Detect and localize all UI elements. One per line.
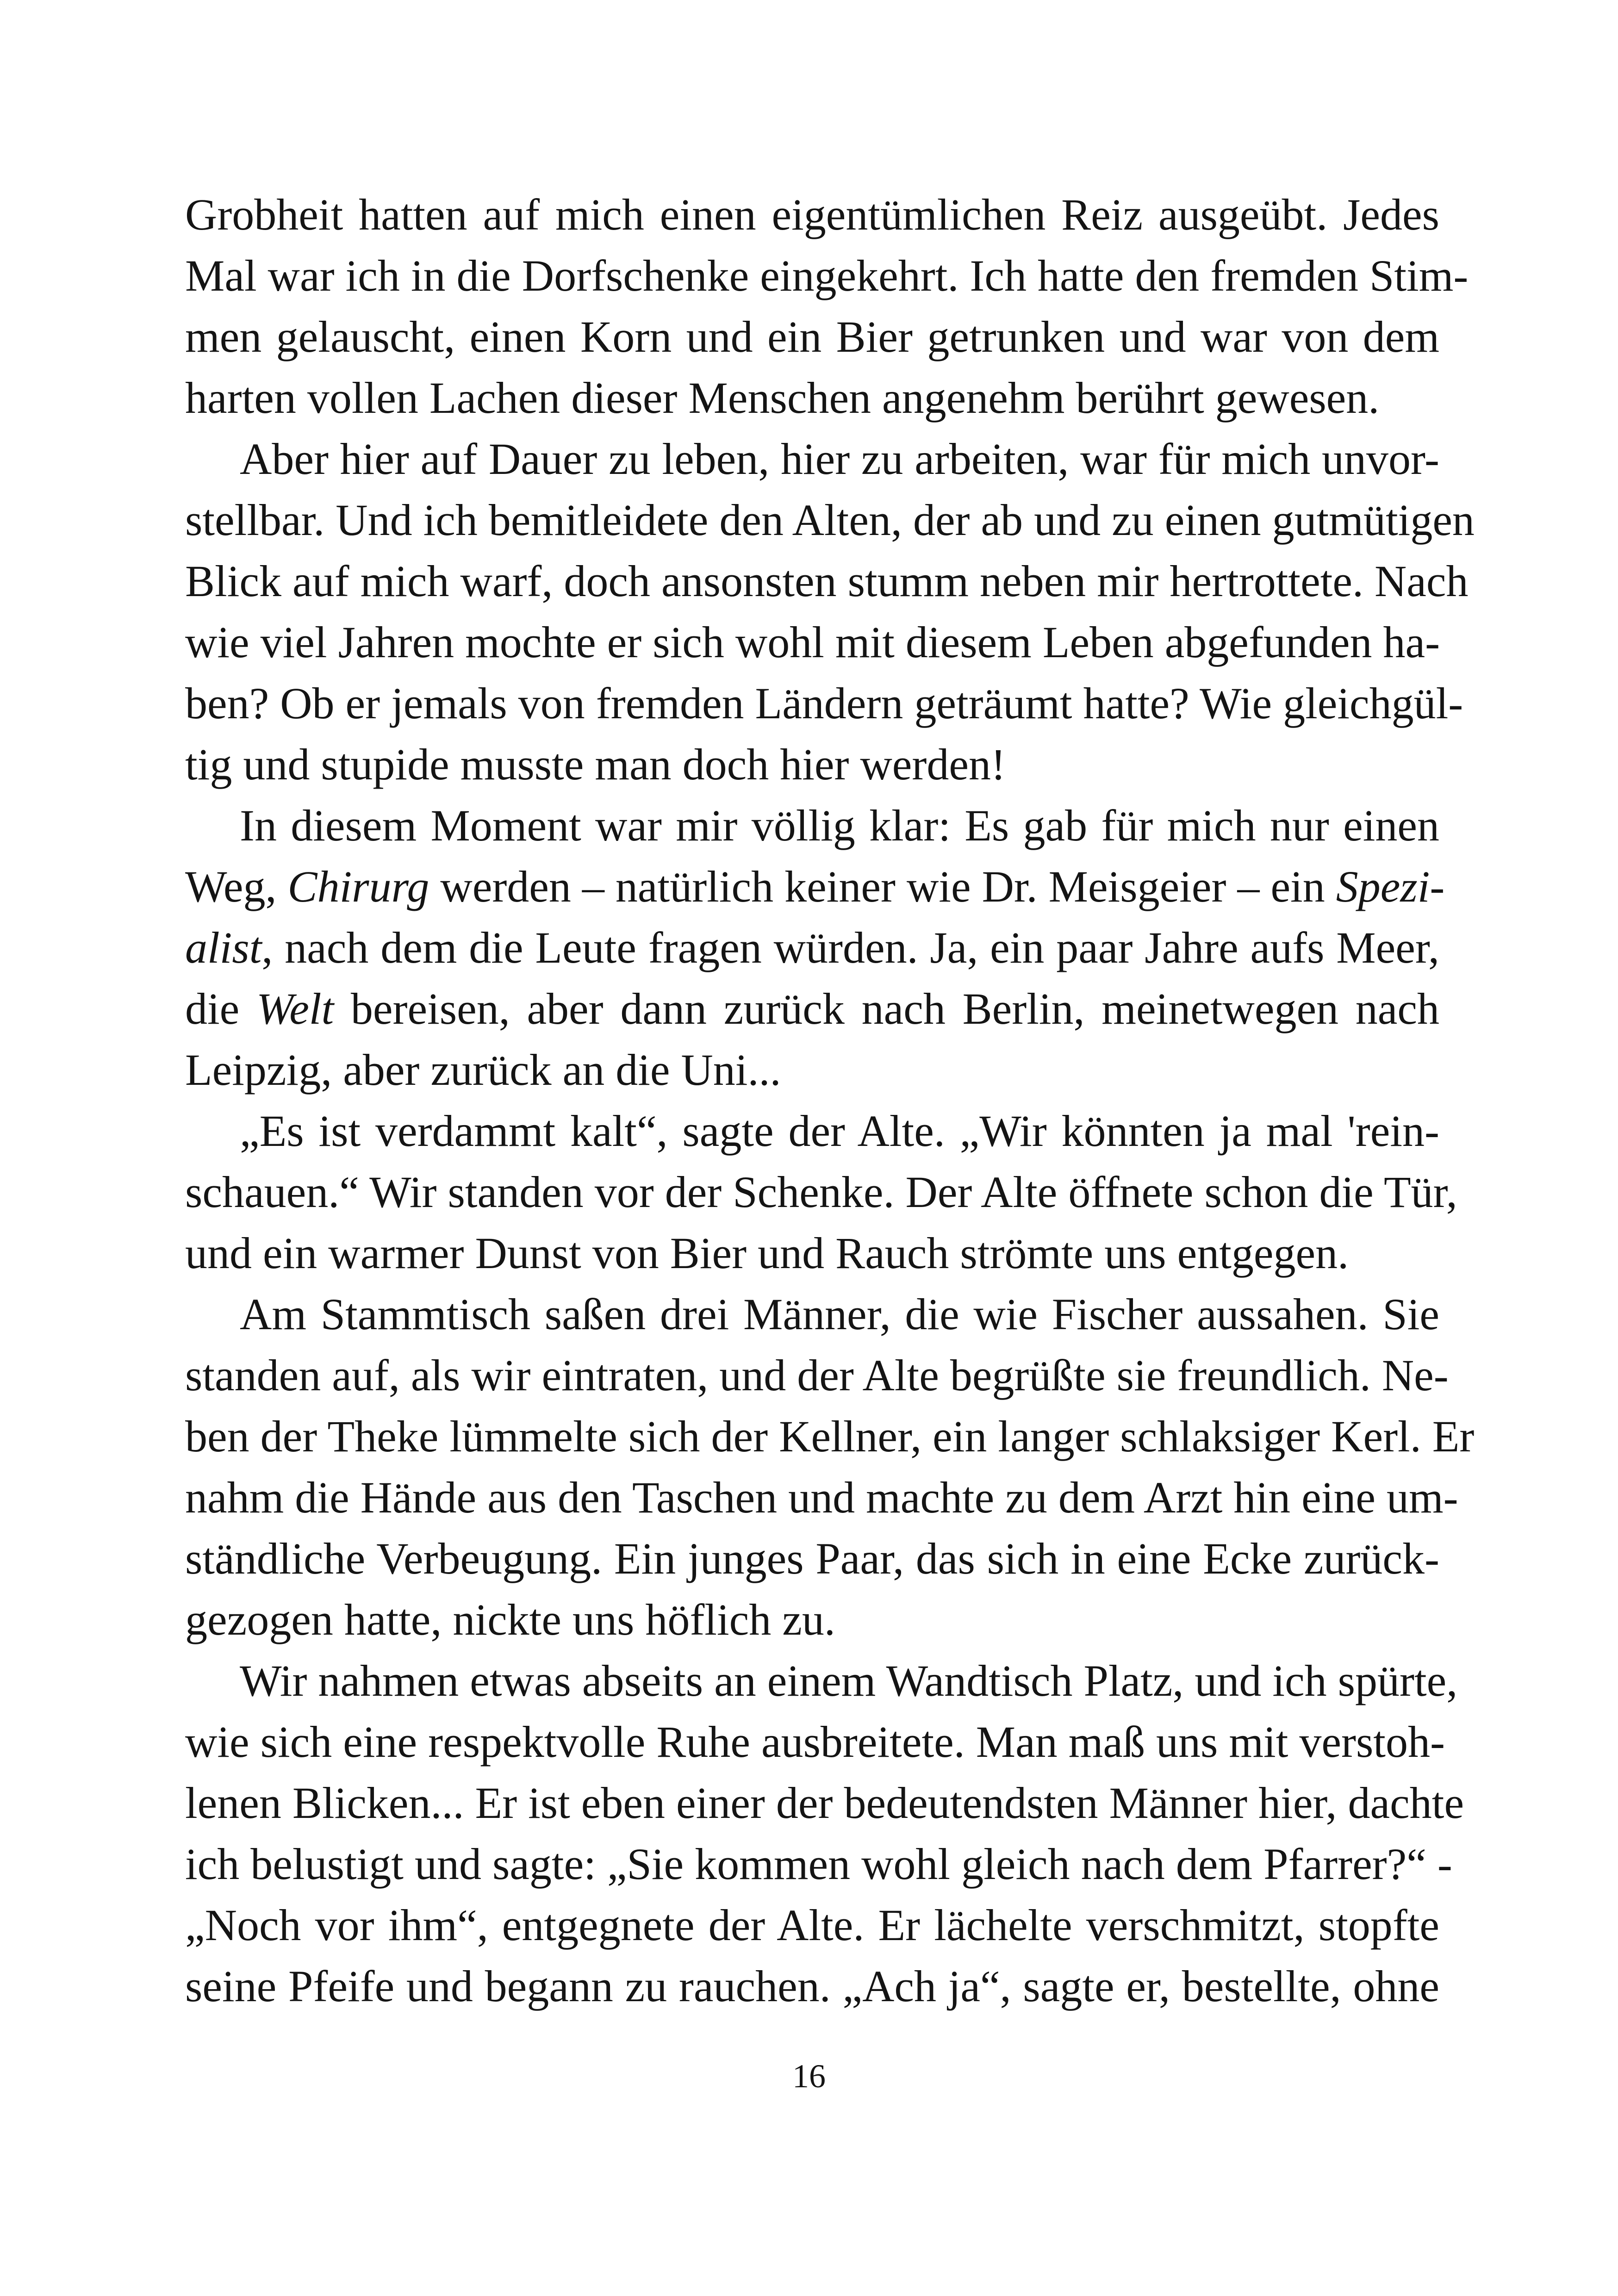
paragraph bbox=[185, 1101, 1457, 1284]
text-line bbox=[185, 367, 1439, 429]
paragraph bbox=[185, 795, 1445, 1101]
text-line bbox=[185, 490, 1475, 551]
text-segment: ich belustigt und sagte: „Sie kommen wohl gleich nach dem Pfarrer?“ - bbox=[185, 1839, 1452, 1889]
text-segment: wie sich eine respektvolle Ruhe ausbreitete. Man maß uns mit verstoh- bbox=[185, 1717, 1445, 1767]
text-line bbox=[185, 429, 1439, 490]
text-segment: tig und stupide musste man doch hier werden! bbox=[185, 740, 1006, 789]
text-segment: „Noch vor ihm“, entgegnete der Alte. Er lächelte verschmitzt, stopfte bbox=[185, 1900, 1439, 1950]
text-line bbox=[185, 1039, 1439, 1101]
text-segment: werden – natürlich keiner wie Dr. Meisgeier – ein bbox=[429, 862, 1336, 911]
text-segment: Grobheit hatten auf mich einen eigentümlichen Reiz ausgeübt. Jedes bbox=[185, 190, 1439, 239]
text-segment: lenen Blicken... Er ist eben einer der bedeutendsten Männer hier, dachte bbox=[185, 1778, 1464, 1828]
text-segment: seine Pfeife und begann zu rauchen. „Ach ja“, sagte er, bestellte, ohne bbox=[185, 1961, 1439, 2011]
text-segment: ben der Theke lümmelte sich der Kellner, ein langer schlaksiger Kerl. Er bbox=[185, 1412, 1475, 1461]
text-line bbox=[185, 1956, 1439, 2017]
text-segment: Am Stammtisch saßen drei Männer, die wie Fischer aussahen. Sie bbox=[240, 1289, 1439, 1339]
text-line bbox=[185, 1345, 1449, 1406]
text-line bbox=[185, 1773, 1464, 1834]
italic-text: Welt bbox=[256, 984, 334, 1033]
text-segment: Aber hier auf Dauer zu leben, hier zu arbeiten, war für mich unvor- bbox=[240, 434, 1439, 484]
text-line bbox=[185, 1101, 1439, 1162]
text-line bbox=[185, 1528, 1439, 1589]
text-segment: die bbox=[185, 984, 257, 1033]
text-segment: Mal war ich in die Dorfschenke eingekehrt. Ich hatte den fremden Stim- bbox=[185, 251, 1469, 300]
text-line bbox=[185, 612, 1439, 673]
italic-text: Spezi- bbox=[1336, 862, 1445, 911]
text-line bbox=[185, 1162, 1457, 1223]
text-line bbox=[185, 1711, 1445, 1773]
text-segment: ständliche Verbeugung. Ein junges Paar, das sich in eine Ecke zurück- bbox=[185, 1534, 1439, 1583]
text-segment: stellbar. Und ich bemitleidete den Alten, der ab und zu einen gutmütigen bbox=[185, 495, 1475, 545]
text-line bbox=[185, 551, 1469, 612]
text-line bbox=[185, 795, 1439, 856]
text-line bbox=[185, 673, 1463, 734]
text-segment: schauen.“ Wir standen vor der Schenke. Der Alte öffnete schon die Tür, bbox=[185, 1167, 1457, 1217]
text-line bbox=[185, 734, 1439, 795]
text-segment: bereisen, aber dann zurück nach Berlin, meinetwegen nach bbox=[334, 984, 1440, 1033]
text-segment: Blick auf mich warf, doch ansonsten stumm neben mir hertrottete. Nach bbox=[185, 556, 1469, 606]
text-line bbox=[185, 917, 1439, 978]
text-segment: ben? Ob er jemals von fremden Ländern geträumt hatte? Wie gleichgül- bbox=[185, 678, 1463, 728]
paragraph bbox=[185, 184, 1469, 429]
text-segment: wie viel Jahren mochte er sich wohl mit diesem Leben abgefunden ha- bbox=[185, 617, 1440, 667]
italic-text: alist bbox=[185, 923, 262, 972]
text-segment: „Es ist verdammt kalt“, sagte der Alte. „Wir könnten ja mal 'rein- bbox=[240, 1106, 1439, 1156]
text-line bbox=[185, 1467, 1458, 1528]
text-line bbox=[185, 1589, 1439, 1650]
text-line bbox=[185, 245, 1469, 306]
paragraph bbox=[185, 1284, 1475, 1650]
text-line bbox=[185, 184, 1439, 245]
page-number: 16 bbox=[792, 2058, 826, 2095]
text-line bbox=[185, 1223, 1439, 1284]
text-line bbox=[185, 1406, 1475, 1467]
text-line bbox=[185, 1284, 1439, 1345]
italic-text: Chirurg bbox=[287, 862, 429, 911]
text-segment: und ein warmer Dunst von Bier und Rauch strömte uns entgegen. bbox=[185, 1228, 1349, 1278]
paragraph bbox=[185, 1650, 1464, 2017]
text-segment: In diesem Moment war mir völlig klar: Es gab für mich nur einen bbox=[240, 801, 1439, 850]
text-line bbox=[185, 856, 1445, 917]
text-segment: men gelauscht, einen Korn und ein Bier getrunken und war von dem bbox=[185, 312, 1439, 361]
text-segment: Leipzig, aber zurück an die Uni... bbox=[185, 1045, 781, 1095]
text-segment: Weg, bbox=[185, 862, 288, 911]
text-segment: , nach dem die Leute fragen würden. Ja, ein paar Jahre aufs Meer, bbox=[261, 923, 1439, 972]
paragraph bbox=[185, 429, 1475, 795]
text-segment: nahm die Hände aus den Taschen und machte zu dem Arzt hin eine um- bbox=[185, 1473, 1458, 1522]
body-text bbox=[185, 184, 1475, 2017]
text-segment: Wir nahmen etwas abseits an einem Wandtisch Platz, und ich spürte, bbox=[240, 1656, 1458, 1705]
text-line bbox=[185, 1650, 1458, 1711]
text-line bbox=[185, 306, 1439, 367]
text-segment: harten vollen Lachen dieser Menschen angenehm berührt gewesen. bbox=[185, 373, 1380, 423]
text-line bbox=[185, 1895, 1439, 1956]
text-line bbox=[185, 1834, 1452, 1895]
text-segment: standen auf, als wir eintraten, und der Alte begrüßte sie freundlich. Ne- bbox=[185, 1350, 1449, 1400]
text-line bbox=[185, 978, 1439, 1039]
text-segment: gezogen hatte, nickte uns höflich zu. bbox=[185, 1595, 835, 1644]
